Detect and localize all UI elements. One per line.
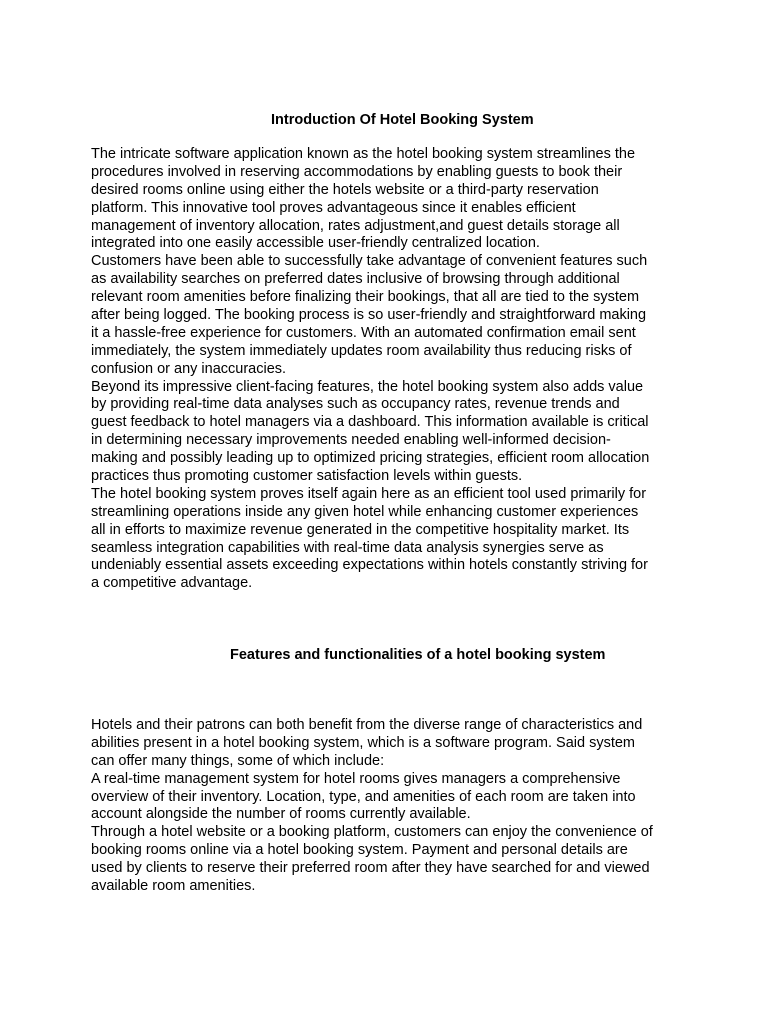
text-line: guest feedback to hotel managers via a dashboard. This information available is critical (91, 414, 649, 431)
text-line: management of inventory allocation, rates adjustment,and guest details storage all (91, 217, 620, 234)
text-line: integrated into one easily accessible user-friendly centralized location. (91, 235, 540, 252)
section-title-features: Features and functionalities of a hotel booking system (230, 647, 606, 663)
text-line: as availability searches on preferred dates inclusive of browsing through additional (91, 271, 620, 288)
text-line: The hotel booking system proves itself again here as an efficient tool used primarily for (91, 485, 647, 502)
text-line: Through a hotel website or a booking platform, customers can enjoy the convenience of (91, 824, 653, 841)
text-line: after being logged. The booking process is so user-friendly and straightforward making (91, 307, 647, 324)
text-line: The intricate software application known as the hotel booking system streamlines the (91, 146, 636, 162)
text-line: seamless integration capabilities with real-time data analysis synergies serve as (91, 539, 604, 556)
text-line: immediately, the system immediately updates room availability thus reducing risks of (91, 342, 632, 359)
section-body-introduction (91, 146, 691, 593)
section-body-features (91, 717, 691, 896)
text-line: in determining necessary improvements needed enabling well-informed decision- (91, 432, 611, 449)
text-line: booking rooms online via a hotel booking system. Payment and personal details are (91, 842, 628, 859)
text-line: by providing real-time data analyses such as occupancy rates, revenue trends and (91, 396, 620, 413)
text-line: streamlining operations inside any given hotel while enhancing customer experiences (91, 503, 639, 520)
text-line: a competitive advantage. (91, 575, 253, 592)
text-line: A real-time management system for hotel rooms gives managers a comprehensive (91, 770, 621, 787)
text-line: Beyond its impressive client-facing features, the hotel booking system also adds value (91, 378, 644, 395)
text-line: available room amenities. (91, 878, 256, 895)
text-line: overview of their inventory. Location, type, and amenities of each room are taken into (91, 788, 636, 805)
text-line: Hotels and their patrons can both benefit from the diverse range of characteristics and (91, 717, 643, 733)
text-line: undeniably essential assets exceeding expectations within hotels constantly striving for (91, 557, 648, 574)
text-line: it a hassle-free experience for customers. With an automated confirmation email sent (91, 324, 636, 341)
text-line: desired rooms online using either the hotels website or a third-party reservation (91, 181, 599, 198)
text-line: all in efforts to maximize revenue generated in the competitive hospitality market. Its (91, 521, 630, 538)
text-line: confusion or any inaccuracies. (91, 360, 287, 377)
text-line: making and possibly leading up to optimized pricing strategies, efficient room allocation (91, 450, 650, 467)
text-line: abilities present in a hotel booking system, which is a software program. Said system (91, 734, 635, 751)
text-line: can offer many things, some of which include: (91, 752, 385, 769)
text-line: Customers have been able to successfully take advantage of convenient features such (91, 253, 648, 270)
section-title-introduction: Introduction Of Hotel Booking System (271, 112, 534, 128)
text-line: relevant room amenities before finalizing their bookings, that all are tied to the system (91, 289, 640, 306)
text-line: procedures involved in reserving accommodations by enabling guests to book their (91, 163, 623, 180)
text-line: used by clients to reserve their preferred room after they have searched for and viewed (91, 860, 650, 877)
text-line: practices thus promoting customer satisfaction levels within guests. (91, 468, 523, 485)
text-line: platform. This innovative tool proves advantageous since it enables efficient (91, 199, 576, 216)
text-line: account alongside the number of rooms currently available. (91, 806, 471, 823)
